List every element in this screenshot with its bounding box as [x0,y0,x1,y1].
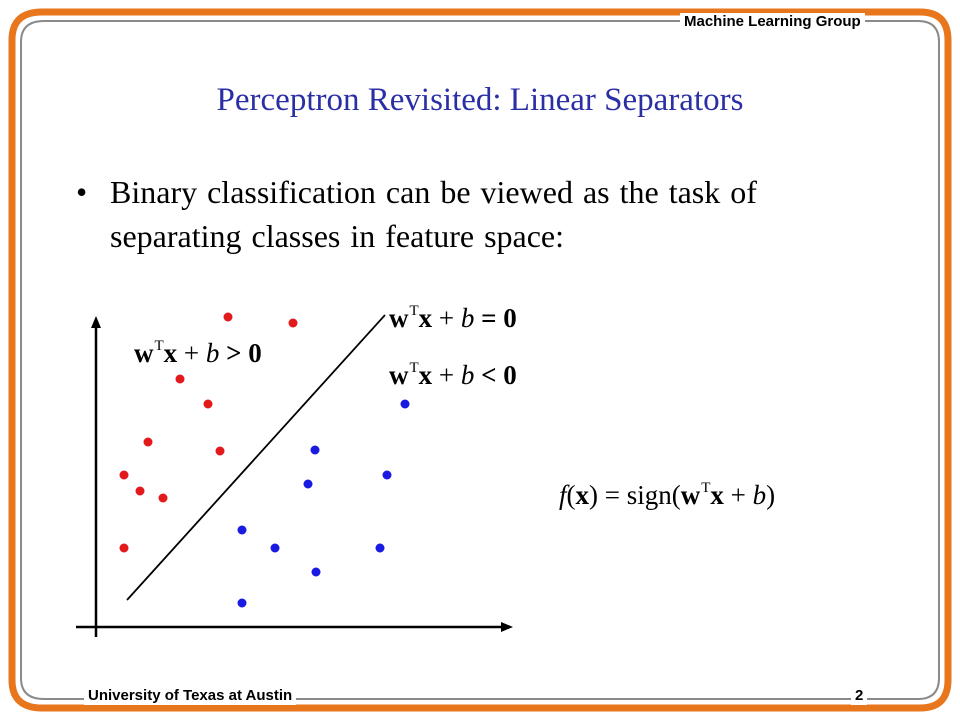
eq-b: b [460,360,475,390]
eq-greater-zero: > 0 [219,338,262,368]
header-group-label: Machine Learning Group [680,13,865,31]
eq-w: w [134,338,154,368]
eq-b: b [752,480,767,510]
eq-equals-zero: = 0 [474,303,517,333]
eq-open-paren: ( [566,480,576,510]
eq-x: x [575,480,590,510]
eq-b: b [460,303,475,333]
positive-point [120,471,129,480]
positive-point [176,375,185,384]
eq-w: w [389,303,409,333]
positive-point [120,544,129,553]
eq-plus: + [723,480,753,510]
eq-plus: + [432,303,461,333]
negative-point [311,446,320,455]
positive-point [204,400,213,409]
bullet-text: Binary classification can be viewed as the task of separating classes in feature space: [110,174,757,254]
eq-less-zero: < 0 [474,360,517,390]
positive-point [136,487,145,496]
eq-x: x [418,360,433,390]
eq-x: x [163,338,178,368]
classifier-function-equation [559,472,775,511]
eq-transpose: T [701,480,711,496]
negative-point [401,400,410,409]
eq-b: b [205,338,220,368]
x-axis-arrowhead [501,622,513,632]
eq-transpose: T [154,338,164,354]
positive-region-equation [134,330,262,369]
eq-plus: + [432,360,461,390]
negative-point [238,526,247,535]
positive-point [159,494,168,503]
positive-point [216,447,225,456]
negative-point [304,480,313,489]
negative-point [376,544,385,553]
negative-region-equation [389,352,517,391]
eq-w: w [389,360,409,390]
negative-point [271,544,280,553]
eq-transpose: T [409,303,419,319]
negative-point [238,599,247,608]
negative-point [383,471,392,480]
eq-w: w [680,480,701,510]
boundary-equation [389,295,517,334]
eq-sign-mid: ) = sign( [589,480,681,510]
positive-point [144,438,153,447]
eq-x: x [710,480,724,510]
eq-plus: + [177,338,206,368]
positive-point [224,313,233,322]
y-axis-arrowhead [91,316,101,328]
footer-university-label: University of Texas at Austin [84,687,296,705]
slide-title: Perceptron Revisited: Linear Separators [216,82,744,118]
positive-point [289,319,298,328]
negative-point [312,568,321,577]
page-number: 2 [851,687,867,705]
eq-transpose: T [409,360,419,376]
eq-close-paren: ) [766,480,776,510]
eq-f: f [559,480,567,510]
bullet-marker: • [76,174,88,210]
eq-x: x [418,303,433,333]
